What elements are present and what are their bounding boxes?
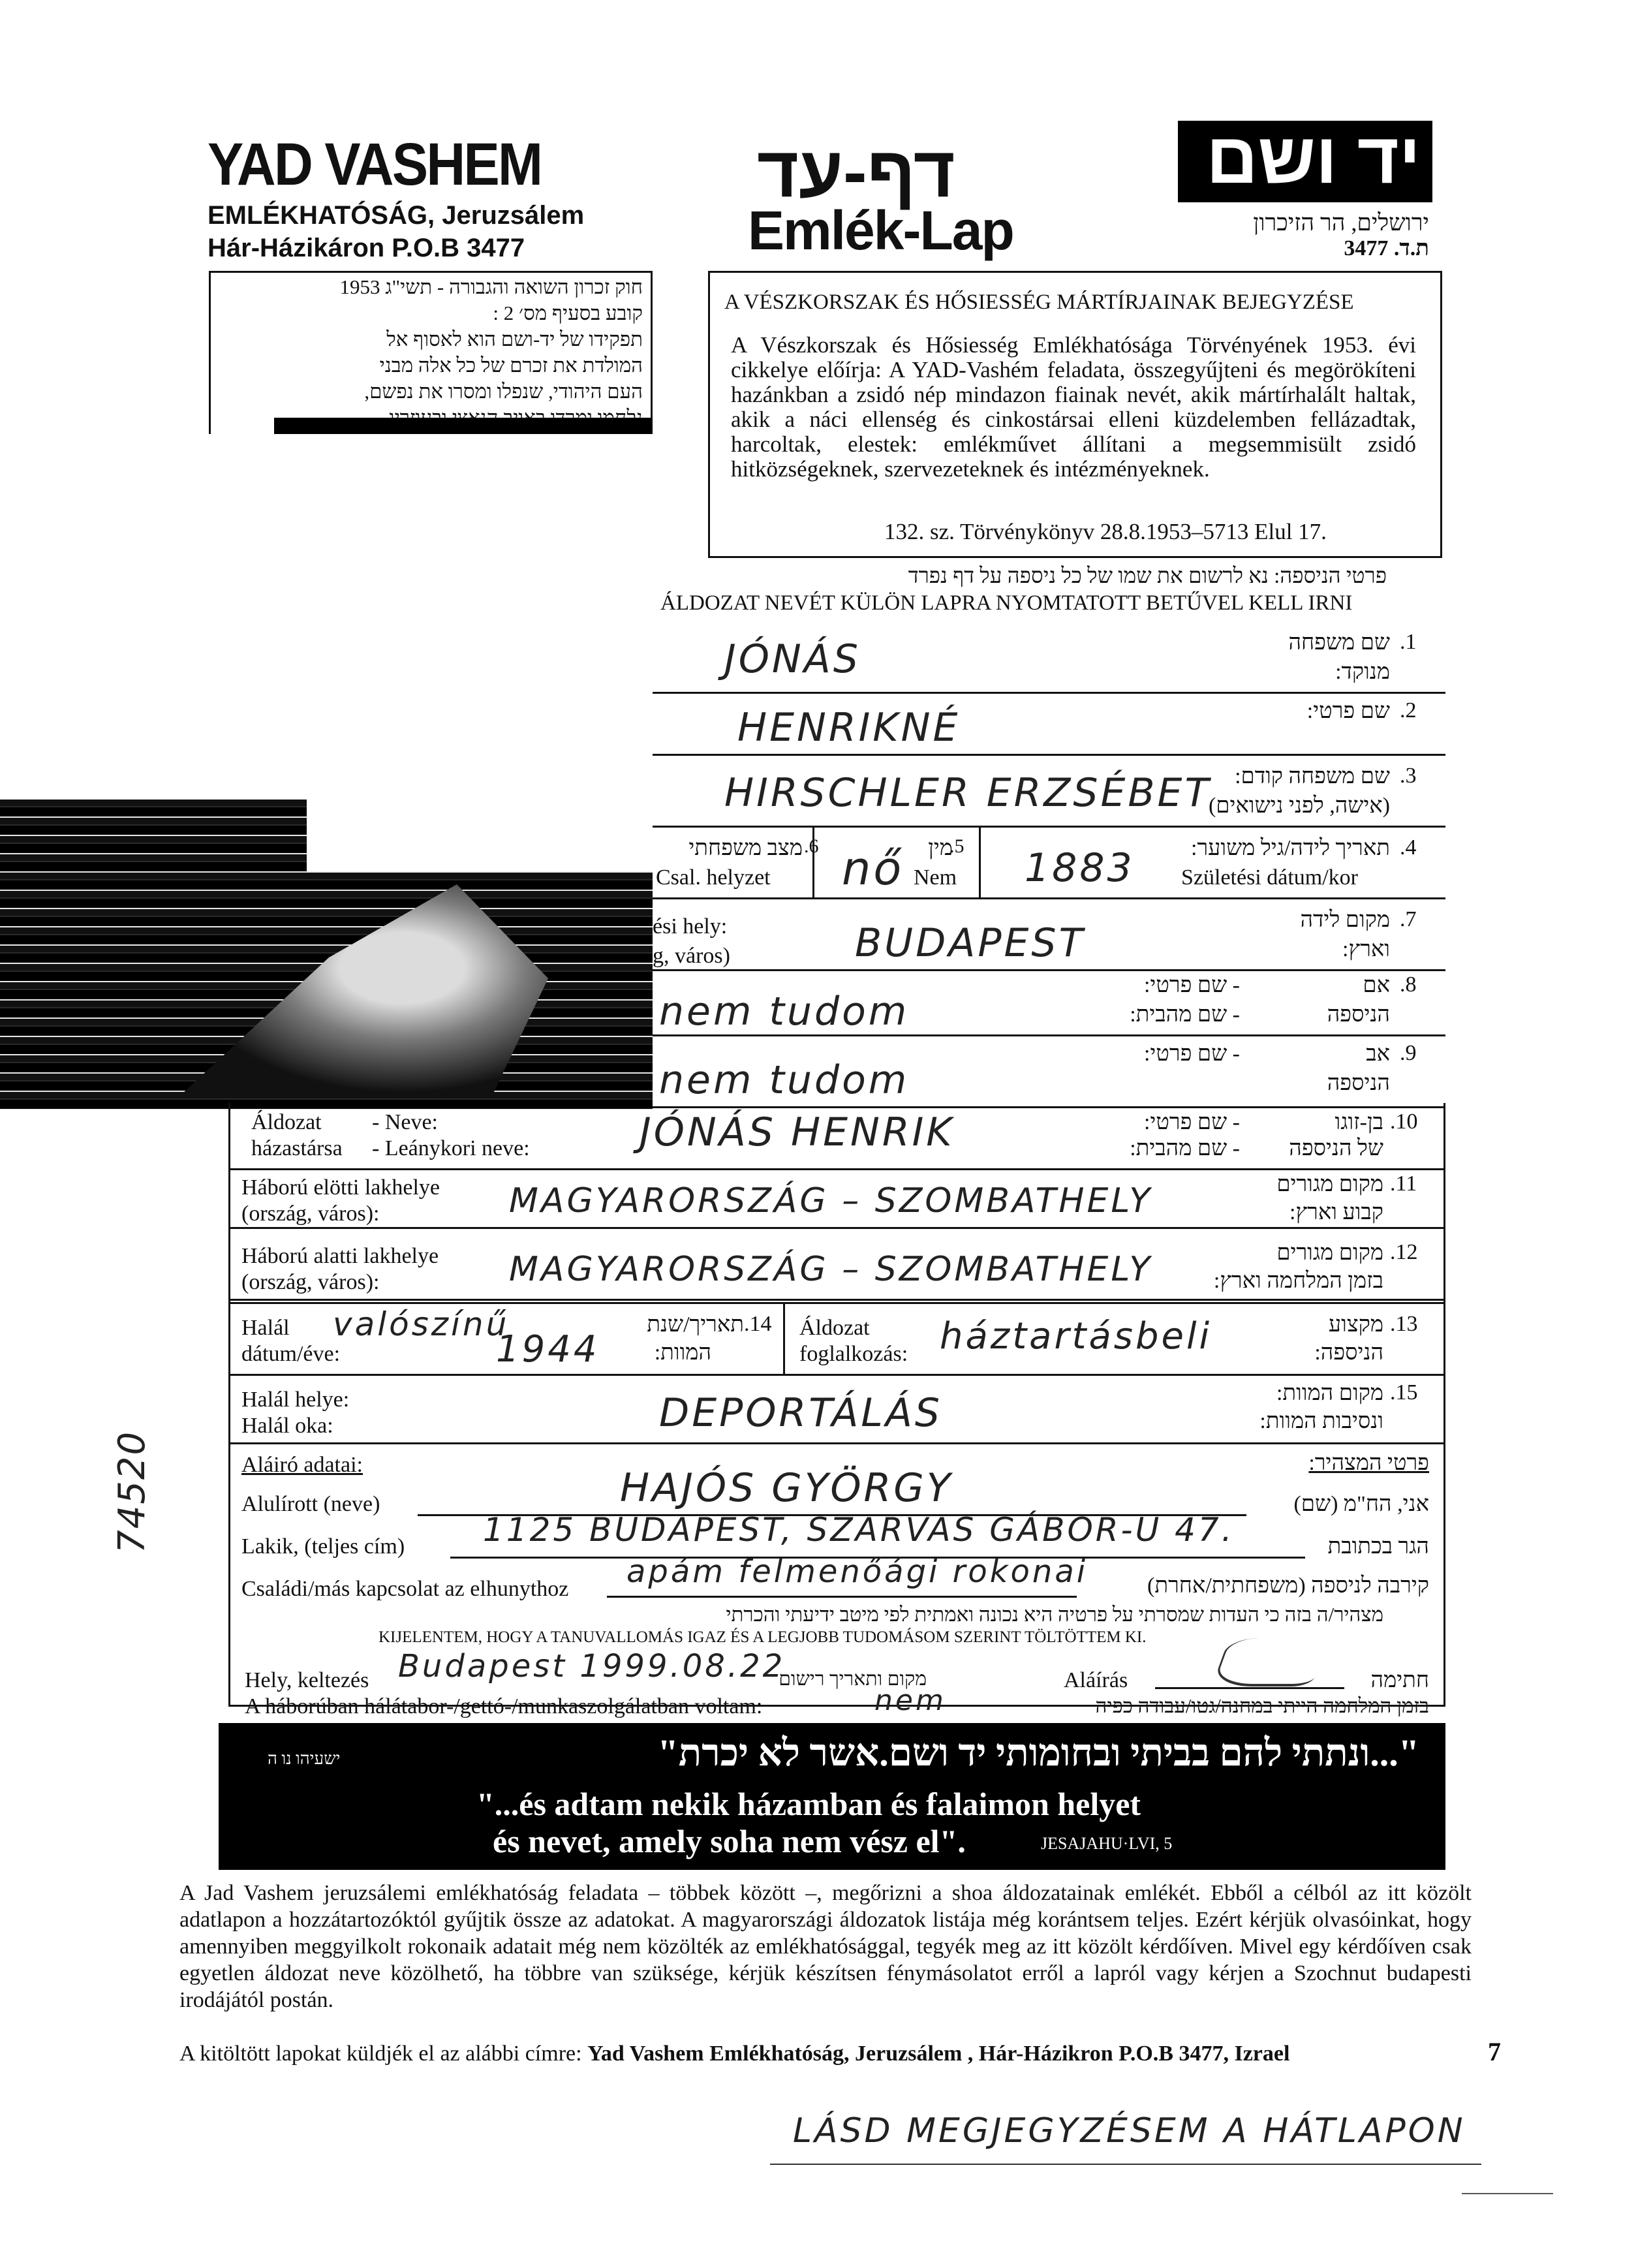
signer-sign-line — [1155, 1687, 1344, 1689]
f13-heb-1: מקצוע — [1328, 1313, 1383, 1337]
f10-num: .10 — [1390, 1110, 1418, 1134]
title-hungarian: Emlék-Lap — [748, 200, 1013, 261]
signer-address-heb: הגר בכתובת — [1327, 1534, 1429, 1559]
f10-heb-2: של הניספה — [1289, 1136, 1383, 1160]
f11-heb-2: קבוע וארץ: — [1289, 1200, 1383, 1224]
f8-heb-4: - שם מהבית: — [1130, 1002, 1240, 1027]
f9-heb-2: הניספה — [1327, 1071, 1390, 1095]
f5-hun: Nem — [914, 865, 957, 890]
f12-hun-1: Háború alatti lakhelye — [241, 1244, 439, 1268]
row-sep-13 — [228, 1302, 1445, 1304]
org-subtitle-1: EMLÉKHATÓSÁG, Jeruzsálem — [208, 201, 585, 230]
f10-heb-4: - שם מהבית: — [1130, 1136, 1240, 1160]
f1-heb-2: מנוקד: — [1335, 660, 1390, 684]
f7-hun-2: g, város) — [653, 944, 730, 968]
f1-value: JÓNÁS — [724, 636, 861, 682]
signer-title: Aláiró adatai: — [241, 1453, 363, 1477]
f13-heb-2: הניספה: — [1314, 1341, 1383, 1365]
f7-hun-1: ési hely: — [653, 914, 728, 939]
f5-value: nő — [842, 842, 904, 895]
f13-num: .13 — [1390, 1312, 1418, 1336]
f14-heb-2: המוות: — [654, 1341, 711, 1365]
f15-heb-2: ונסיבות המוות: — [1259, 1409, 1383, 1433]
f13-hun-2: foglalkozás: — [799, 1342, 908, 1366]
f3-num: .3 — [1400, 764, 1417, 788]
f14-heb-1: תאריך/שנת — [647, 1313, 744, 1337]
f14-value-2: 1944 — [496, 1328, 600, 1371]
f9-num: .9 — [1400, 1041, 1417, 1065]
f7-heb-1: מקום לידה — [1300, 908, 1390, 932]
f13-value: háztartásbeli — [940, 1315, 1212, 1358]
instruction-hebrew: פרטי הניספה: נא לרשום את שמו של כל ניספה על דף נפרד — [908, 565, 1387, 588]
page-number: 7 — [1488, 2037, 1501, 2066]
row-sep-signer — [228, 1442, 1445, 1444]
f10-hun-4: - Leánykori neve: — [372, 1136, 530, 1160]
f4-num: .4 — [1400, 835, 1417, 860]
f6-heb-1: מצב משפחתי — [688, 836, 803, 860]
f10-heb-3: - שם פרטי: — [1143, 1110, 1240, 1134]
law-line-2: קובע בסעיף מס׳ 2 : — [493, 302, 643, 324]
f10-hun-3: - Neve: — [372, 1110, 439, 1134]
banner-hebrew-ref: ישעיהו נו ה — [268, 1749, 341, 1768]
f9-heb-1: אב — [1366, 1042, 1390, 1066]
signer-place-heb: מקום ותאריך רישום — [779, 1668, 927, 1690]
f8-num: .8 — [1400, 972, 1417, 997]
f4-underline — [653, 897, 1445, 899]
f12-heb-2: בזמן המלחמה וארץ: — [1213, 1269, 1383, 1293]
f12-value: MAGYARORSZÁG – SZOMBATHELY — [509, 1250, 1153, 1289]
f4-value: 1883 — [1025, 845, 1135, 891]
f11-hun-1: Háború elötti lakhelye — [241, 1175, 440, 1200]
footer-paragraph: A Jad Vashem jeruzsálemi emlékhatóság feladata – többek között –, megőrizni a shoa áldozatainak emlékét. Ebből a célból az itt közölt adatlapon a hozzátartozóktól gyűjtik össze az adatokat. A magyarországi áldozatok listája még korántsem teljes. Ezért kérjük olvasóinkat, hogy amennyiben meggyilkolt rokonaik adatait még nem közölték az emlékhatósággal, tegyék meg az itt közölt kérdőíven. Mivel egy kérdőíven csak egyetlen áldozat neve közölhető, ha többre van szüksége, kérjük készítsen fénymásolatot erről a lapról vagy kérjen a Szochnut budapesti irodájától postán. — [179, 1881, 1472, 2012]
photo-highlight — [183, 884, 548, 1093]
f3-heb-1: שם משפחה קודם: — [1235, 764, 1390, 788]
f2-underline — [653, 754, 1445, 756]
f14-hun-1: Halál — [241, 1316, 290, 1340]
f7-underline — [653, 969, 1445, 971]
handwritten-note-underline — [770, 2164, 1481, 2165]
pob-hebrew: ת.ד. 3477 — [1344, 236, 1429, 260]
f8-heb-1: אם — [1363, 973, 1390, 997]
f6-num: .6 — [804, 835, 819, 857]
law-line-4: המולדת את זכרם של כל אלה מבני — [379, 354, 643, 377]
signer-declaration-hun: KIJELENTEM, HOGY A TANUVALLOMÁS IGAZ ÉS A LEGJOBB TUDOMÁSOM SZERINT TÖLTÖTTEM KI. — [378, 1628, 1147, 1646]
f10-hun-2: házastársa — [251, 1136, 343, 1160]
f5-heb-1: מין — [928, 836, 953, 860]
address-hebrew: ירושלים, הר הזיכרון — [1253, 210, 1429, 236]
footer-address-prefix: A kitöltött lapokat küldjék el az alábbi címre: — [179, 2042, 582, 2066]
f15-num: .15 — [1390, 1380, 1418, 1405]
law-box-redaction — [274, 418, 653, 434]
f11-num: .11 — [1390, 1172, 1417, 1196]
instruction-hungarian: ÁLDOZAT NEVÉT KÜLÖN LAPRA NYOMTATOTT BETŰVEL KELL IRNI — [660, 591, 1353, 615]
f11-heb-1: מקום מגורים — [1276, 1172, 1383, 1196]
f7-num: .7 — [1400, 907, 1417, 931]
law-line-1: חוק זכרון השואה והגבורה - תשי"ג 1953 — [339, 275, 643, 298]
row-sep-14-mid — [783, 1302, 785, 1374]
f14-hun-2: dátum/éve: — [241, 1342, 341, 1366]
law-line-3: תפקידו של יד-ושם הוא לאסוף אל — [386, 328, 643, 350]
quote-banner — [219, 1723, 1445, 1870]
intro-body: A Vészkorszak és Hősiesség Emlékhatósága Törvényének 1953. évi cikkelye előírja: A YAD-Vashém feladata, összegyűjteni és megörökíteni hazánkban a zsidó nép mindazon fiainak nevét, akik mártírhalált haltak, akik a náci ellenség és cinkostársai elleni küzdelemben fellázadtak, harcoltak, elestek: emlékművet állítani a megsemmisült zsidó hitközségeknek, szervezeteknek és intézményeknek. — [731, 332, 1416, 482]
signer-place-label: Hely, keltezés — [245, 1668, 369, 1692]
logo-text: יד ושם — [1206, 118, 1421, 198]
f3-value: HIRSCHLER ERZSÉBET — [724, 770, 1212, 816]
org-name: YAD VASHEM — [208, 131, 542, 198]
f15-hun-2: Halál oka: — [241, 1414, 333, 1438]
signer-name-heb: אני, הח"מ (שם) — [1293, 1492, 1429, 1516]
f8-heb-2: הניספה — [1327, 1002, 1390, 1027]
f1-heb-1: שם משפחה — [1288, 630, 1390, 655]
row-sep-15 — [228, 1374, 1445, 1376]
intro-heading: A VÉSZKORSZAK ÉS HŐSIESSÉG MÁRTÍRJAINAK BEJEGYZÉSE — [724, 290, 1354, 314]
banner-line-2: és nevet, amely soha nem vész el". — [493, 1823, 966, 1859]
yad-vashem-logo — [1178, 118, 1432, 202]
f7-value: BUDAPEST — [855, 920, 1086, 966]
row-sep-9 — [228, 1168, 1445, 1170]
footer-address-bold: Yad Vashem Emlékhatóság, Jeruzsálem , Hár-Házikron P.O.B 3477, Izrael — [587, 2042, 1290, 2066]
signer-title-heb: פרטי המצהיר: — [1308, 1451, 1429, 1475]
f2-value: HENRIKNÉ — [737, 705, 961, 751]
org-subtitle-2: Hár-Házikáron P.O.B 3477 — [208, 234, 525, 262]
signer-declaration-heb: מצהיר/ה בזה כי העדות שמסרתי על פרטיה היא נכונה ואמתית לפי מיטב ידיעתי והכרתי — [726, 1603, 1383, 1626]
law-box-text — [222, 274, 643, 431]
f9-value: nem tudom — [659, 1057, 910, 1103]
f12-num: .12 — [1390, 1240, 1418, 1264]
f8-value: nem tudom — [659, 989, 910, 1034]
signer-camp-heb: בזמן המלחמה הייתי במחנה/גטו/עבודה כפיה — [1095, 1694, 1429, 1717]
f9-heb-3: - שם פרטי: — [1143, 1042, 1240, 1066]
f12-hun-2: (ország, város): — [241, 1270, 380, 1294]
f7-heb-2: וארץ: — [1342, 937, 1390, 961]
signer-place-value: Budapest 1999.08.22 — [398, 1648, 786, 1685]
signer-camp-label: A háborúban hálátabor-/gettó-/munkaszolgálatban voltam: — [245, 1694, 763, 1718]
signer-name-label: Alulírott (neve) — [241, 1492, 380, 1516]
signer-camp-value: nem — [874, 1684, 946, 1717]
title-hebrew: דף-עד — [757, 132, 955, 212]
footer-address — [179, 2042, 1289, 2066]
f10-value: JÓNÁS HENRIK — [640, 1110, 955, 1155]
f14-num: .14 — [744, 1312, 772, 1336]
f2-heb-1: שם פרטי: — [1306, 699, 1390, 723]
signer-relation-value: apám felmenőági rokonai — [626, 1553, 1088, 1590]
banner-line-1: "...és adtam nekik házamban és falaimon helyet — [476, 1786, 1141, 1822]
f1-underline — [653, 692, 1445, 694]
signer-address-value: 1125 BUDAPEST, SZARVAS GÁBOR-U 47. — [483, 1511, 1235, 1549]
f10-heb-1: בן-זוגו — [1335, 1110, 1383, 1134]
signer-sign-label: Aláírás — [1064, 1668, 1128, 1692]
f14-value-1: valószínű — [333, 1305, 510, 1343]
banner-hebrew: "...ונתתי להם בביתי ובחומותי יד ושם.אשר לא יכרת" — [657, 1732, 1419, 1774]
f8-underline — [653, 1034, 1445, 1036]
f13-hun-1: Áldozat — [799, 1316, 870, 1340]
victim-photo — [0, 800, 653, 1110]
handwritten-note: LÁSD MEGJEGYZÉSEM A HÁTLAPON — [793, 2111, 1466, 2151]
row-sep-6 — [653, 1106, 1445, 1108]
signer-name-value: HAJÓS GYÖRGY — [620, 1465, 953, 1511]
signer-relation-heb: קירבה לניספה (משפחתית/אחרת) — [1147, 1574, 1429, 1598]
f12-heb-1: מקום מגורים — [1276, 1241, 1383, 1265]
f3-underline — [653, 826, 1445, 828]
f4-divider-mid — [979, 826, 981, 897]
signer-relation-label: Családi/más kapcsolat az elhunythoz — [241, 1577, 569, 1601]
f15-hun-1: Halál helye: — [241, 1388, 350, 1412]
intro-law-ref: 132. sz. Törvénykönyv 28.8.1953–5713 Elul 17. — [884, 519, 1327, 544]
f4-heb-1: תאריך לידה/גיל משוער: — [1191, 836, 1390, 860]
f15-heb-1: מקום המוות: — [1276, 1381, 1383, 1405]
banner-ref: JESAJAHU·LVI, 5 — [1041, 1834, 1173, 1853]
row-sep-11 — [228, 1227, 1445, 1229]
f6-hun: Csal. helyzet — [656, 865, 771, 890]
f11-value: MAGYARORSZÁG – SZOMBATHELY — [509, 1181, 1153, 1220]
signer-address-label: Lakik, (teljes cím) — [241, 1534, 405, 1559]
f2-num: .2 — [1400, 698, 1417, 722]
f5-num: .5 — [949, 835, 965, 857]
row-sep-12 — [228, 1299, 1445, 1301]
f11-hun-2: (ország, város): — [241, 1202, 380, 1226]
margin-number: 74520 — [111, 1430, 153, 1553]
f1-num: .1 — [1400, 630, 1417, 654]
f8-heb-3: - שם פרטי: — [1143, 973, 1240, 997]
signer-relation-line — [607, 1596, 1077, 1598]
photo-white-block — [307, 800, 653, 871]
signer-sign-heb: חתימה — [1370, 1668, 1429, 1692]
f15-value: DEPORTÁLÁS — [659, 1390, 942, 1436]
f10-hun-1: Áldozat — [251, 1110, 322, 1134]
f4-hun: Születési dátum/kor — [1181, 865, 1359, 890]
law-line-5: העם היהודי, שנפלו ומסרו את נפשם, — [364, 380, 643, 403]
footer-dash-line — [1462, 2193, 1553, 2194]
f3-heb-2: (אישה, לפני נישואים) — [1208, 794, 1390, 818]
